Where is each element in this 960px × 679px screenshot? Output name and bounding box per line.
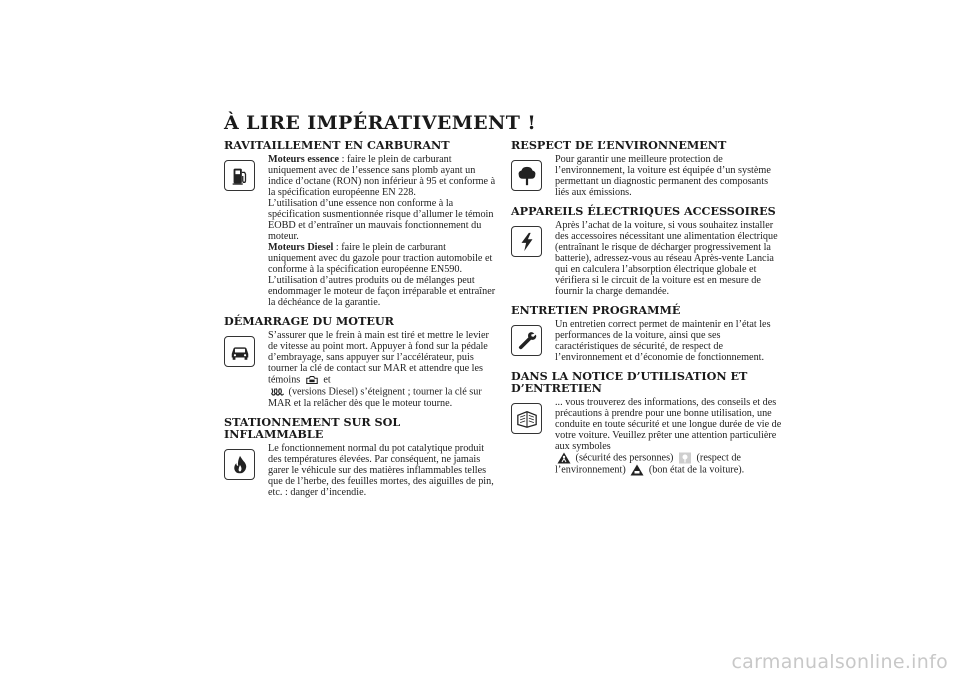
manual-text-b: (sécurité des personnes) — [575, 452, 674, 464]
section-text — [268, 154, 496, 308]
diesel-label: Moteurs Diesel — [268, 242, 334, 253]
section-heading: DÉMARRAGE DU MOTEUR — [224, 314, 394, 328]
right-column — [511, 139, 783, 483]
environment-symbol-icon — [678, 452, 692, 464]
lightning-icon — [511, 226, 542, 257]
tree-icon — [511, 160, 542, 191]
left-column — [224, 139, 496, 505]
section-start — [224, 315, 496, 409]
diesel-text: : faire le plein de carburant uniquement avec du gazole pour traction automobile et conforme à la spécification européenne EN590. L’utilisation d’autres produits ou de mélanges peut endommager le moteur de façon irréparable et entraîner la déchéance de la garantie. — [268, 242, 496, 308]
start-text-a: S’assurer que le frein à main est tiré et mettre le levier de vitesse au point mort. Appuyer à fond sur la pédale d’embrayage, sans appuyer sur l’accélérateur, puis tourner la clé de contact sur MAR et attendre que les témoins — [268, 330, 489, 386]
section-heading: RAVITAILLEMENT EN CARBURANT — [224, 138, 450, 152]
section-parking — [224, 416, 496, 498]
section-maintenance — [511, 304, 783, 363]
car-icon — [224, 336, 255, 367]
section-environment — [511, 139, 783, 198]
engine-warning-icon — [305, 374, 319, 386]
section-text: Un entretien correct permet de maintenir en l’état les performances de la voiture, ainsi que ses caractéristiques de sécurité, de respect de l’environnement et d’économie de fonctionnement. — [555, 319, 771, 363]
section-heading — [511, 370, 783, 394]
petrol-text: : faire le plein de carburant uniquement avec de l’essence sans plomb ayant un indice d’octane (RON) non inférieur à 95 et conforme à la spécification européenne EN 228. — [268, 154, 496, 198]
section-text: Après l’achat de la voiture, si vous souhaitez installer des accessoires nécessitant une alimentation électrique (entraînant le risque de décharger progressivement la batterie), adressez-vous au réseau Après-vente Lancia qui en calculera l’absorption électrique globale et vérifiera si le circuit de la voiture est en mesure de fournir la charge demandée. — [555, 220, 778, 297]
section-refuel — [224, 139, 496, 308]
page-title: À LIRE IMPÉRATIVEMENT ! — [224, 112, 537, 134]
start-text-b: et — [323, 374, 331, 386]
wrench-icon — [511, 325, 542, 356]
book-icon — [511, 403, 542, 434]
warning-person-icon — [557, 452, 571, 464]
manual-text-d: (bon état de la voiture). — [648, 464, 745, 476]
section-accessories — [511, 205, 783, 297]
section-heading: APPAREILS ÉLECTRIQUES ACCESSOIRES — [511, 204, 776, 218]
glow-plug-icon — [270, 386, 284, 398]
section-text — [555, 397, 783, 476]
warning-vehicle-icon — [630, 464, 644, 476]
manual-text-c: (respect de l’environnement) — [555, 452, 741, 476]
section-heading: STATIONNEMENT SUR SOL INFLAMMABLE — [224, 415, 401, 441]
petrol-label: Moteurs essence — [268, 154, 340, 165]
section-text: Le fonctionnement normal du pot catalytique produit des températures élevées. Par conséquent, ne jamais garer le véhicule sur des matières inflammables telles que de l’herbe, des feuilles mortes, des aiguilles de pin, etc. : danger d’incendie. — [268, 443, 494, 498]
fuel-pump-icon — [224, 160, 255, 191]
section-text: Pour garantir une meilleure protection de l’environnement, la voiture est équipée d’un système permettant un diagnostic permanent des composants liés aux émissions. — [555, 154, 771, 198]
section-text — [268, 330, 496, 409]
manual-heading-line1: DANS LA NOTICE D’UTILISATION ET — [511, 369, 748, 383]
manual-text-a: ... vous trouverez des informations, des conseils et des précautions à prendre pour une bonne utilisation, une conduite en toute sécurité et une longue durée de vie de votre voiture. Veuillez prêter une attention particulière aux symboles — [555, 397, 782, 452]
manual-heading-line2: D’ENTRETIEN — [511, 381, 602, 395]
start-text-c: (versions Diesel) s’éteignent ; tourner la clé sur MAR et la relâcher dès que le moteur tourne. — [268, 386, 482, 409]
watermark: carmanualsonline.info — [731, 651, 948, 673]
section-heading: ENTRETIEN PROGRAMMÉ — [511, 303, 681, 317]
eobd-text: L’utilisation d’une essence non conforme à la spécification susmentionnée risque d’allumer le témoin EOBD et d’entraîner un mauvais fonctionnement du moteur. — [268, 198, 494, 242]
flame-icon — [224, 449, 255, 480]
section-manual — [511, 370, 783, 476]
section-heading: RESPECT DE L’ENVIRONNEMENT — [511, 138, 727, 152]
